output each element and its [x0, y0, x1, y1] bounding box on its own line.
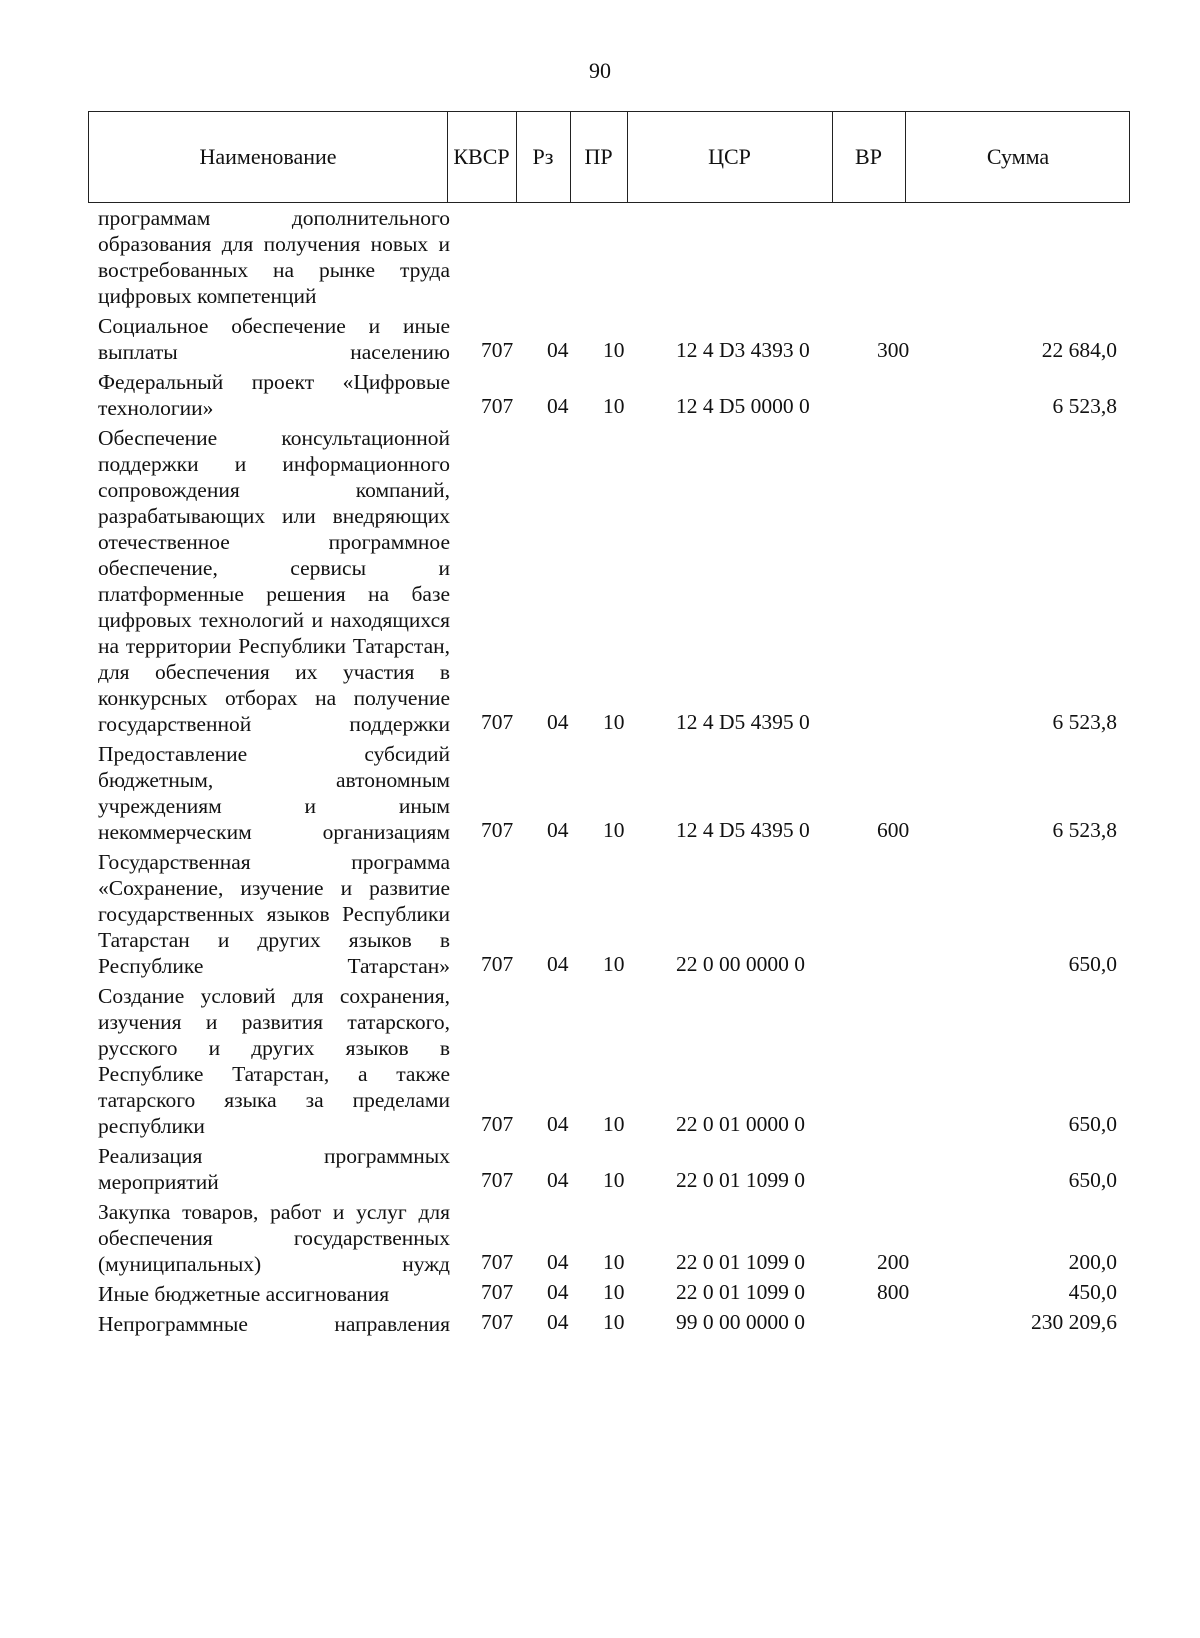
row-pr: 10: [603, 1280, 625, 1304]
row-vr: 200: [877, 1250, 910, 1274]
row-name: Создание условий для сохранения, изучения и развития татарского, русского и других языков в Республике Татарстан, а также татарского языка за пределами республики: [98, 984, 450, 1138]
row-sum: 650,0: [1068, 1112, 1117, 1136]
page-number: 90: [589, 58, 611, 83]
row-sum: 230 209,6: [1031, 1310, 1117, 1334]
row-rz: 04: [547, 338, 569, 362]
header-vr: ВР: [855, 144, 882, 169]
row-rz: 04: [547, 1280, 569, 1304]
row-csr: 22 0 00 0000 0: [676, 952, 805, 976]
table-body: [0, 205, 1200, 1337]
row-pr: 10: [603, 394, 625, 418]
row-rz: 04: [547, 1112, 569, 1136]
table-row: [0, 1281, 1200, 1307]
row-sum: 200,0: [1068, 1250, 1117, 1274]
row-vr: 800: [877, 1280, 910, 1304]
row-csr: 12 4 D5 4395 0: [676, 818, 810, 842]
row-csr: 22 0 01 0000 0: [676, 1112, 805, 1136]
header-name: Наименование: [199, 144, 337, 169]
header-sum: Сумма: [986, 144, 1050, 169]
row-rz: 04: [547, 1310, 569, 1334]
row-pr: 10: [603, 952, 625, 976]
row-csr: 12 4 D3 4393 0: [676, 338, 810, 362]
row-pr: 10: [603, 1310, 625, 1334]
row-rz: 04: [547, 1168, 569, 1192]
row-kvsr: 707: [481, 710, 514, 734]
row-name: Закупка товаров, работ и услуг для обеспечения государственных (муниципальных) нужд: [98, 1200, 450, 1276]
row-pr: 10: [603, 1112, 625, 1136]
row-pr: 10: [603, 818, 625, 842]
row-name: программам дополнительного образования для получения новых и востребованных на рынке труда цифровых компетенций: [98, 206, 450, 308]
row-pr: 10: [603, 1168, 625, 1192]
table-row: [0, 983, 1200, 1139]
row-csr: 22 0 01 1099 0: [676, 1280, 805, 1304]
row-kvsr: 707: [481, 394, 514, 418]
row-csr: 12 4 D5 4395 0: [676, 710, 810, 734]
table-row: [0, 1143, 1200, 1195]
table-row: [0, 849, 1200, 979]
header-kvsr: КВСР: [453, 144, 510, 169]
row-kvsr: 707: [481, 1250, 514, 1274]
row-sum: 6 523,8: [1052, 394, 1117, 418]
row-rz: 04: [547, 952, 569, 976]
header-rz: Рз: [532, 144, 554, 169]
row-name: Государственная программа «Сохранение, изучение и развитие государственных языков Республики Татарстан и других языков в Республике Татарстан»: [98, 850, 450, 978]
row-pr: 10: [603, 710, 625, 734]
row-csr: 99 0 00 0000 0: [676, 1310, 805, 1334]
row-rz: 04: [547, 710, 569, 734]
row-name: Социальное обеспечение и иные выплаты населению: [98, 314, 450, 364]
row-sum: 650,0: [1068, 952, 1117, 976]
row-pr: 10: [603, 1250, 625, 1274]
row-name: Предоставление субсидий бюджетным, автономным учреждениям и иным некоммерческим организациям: [98, 742, 450, 844]
row-kvsr: 707: [481, 1310, 514, 1334]
row-sum: 6 523,8: [1052, 710, 1117, 734]
row-csr: 22 0 01 1099 0: [676, 1250, 805, 1274]
row-name: Иные бюджетные ассигнования: [98, 1282, 390, 1306]
row-pr: 10: [603, 338, 625, 362]
table-row: [0, 425, 1200, 737]
row-csr: 22 0 01 1099 0: [676, 1168, 805, 1192]
row-vr: 300: [877, 338, 910, 362]
row-kvsr: 707: [481, 1112, 514, 1136]
table-row: [0, 1311, 1200, 1337]
table-header: [88, 111, 1130, 203]
row-name: Обеспечение консультационной поддержки и информационного сопровождения компаний, разрабатывающих или внедряющих отечественное программное обеспечение, сервисы и платформенные решения на базе цифровых технологий и находящихся на территории Республики Татарстан, для обеспечения их участия в конкурсных отборах на получение государственной поддержки: [98, 426, 450, 736]
row-name: Реализация программных мероприятий: [98, 1144, 450, 1194]
row-rz: 04: [547, 818, 569, 842]
row-kvsr: 707: [481, 818, 514, 842]
table-row: [0, 369, 1200, 421]
row-rz: 04: [547, 394, 569, 418]
row-csr: 12 4 D5 0000 0: [676, 394, 810, 418]
row-sum: 22 684,0: [1041, 338, 1117, 362]
header-pr: ПР: [584, 144, 613, 169]
row-rz: 04: [547, 1250, 569, 1274]
header-csr: ЦСР: [708, 144, 751, 169]
row-sum: 6 523,8: [1052, 818, 1117, 842]
row-kvsr: 707: [481, 1280, 514, 1304]
row-vr: 600: [877, 818, 910, 842]
table-row: [0, 313, 1200, 365]
row-sum: 650,0: [1068, 1168, 1117, 1192]
table-row: [0, 741, 1200, 845]
row-sum: 450,0: [1068, 1280, 1117, 1304]
table-row: [0, 1199, 1200, 1277]
row-kvsr: 707: [481, 1168, 514, 1192]
row-name: Федеральный проект «Цифровые технологии»: [98, 370, 450, 420]
row-kvsr: 707: [481, 338, 514, 362]
table-row: [0, 205, 1200, 309]
row-kvsr: 707: [481, 952, 514, 976]
row-name: Непрограммные направления: [98, 1312, 450, 1336]
